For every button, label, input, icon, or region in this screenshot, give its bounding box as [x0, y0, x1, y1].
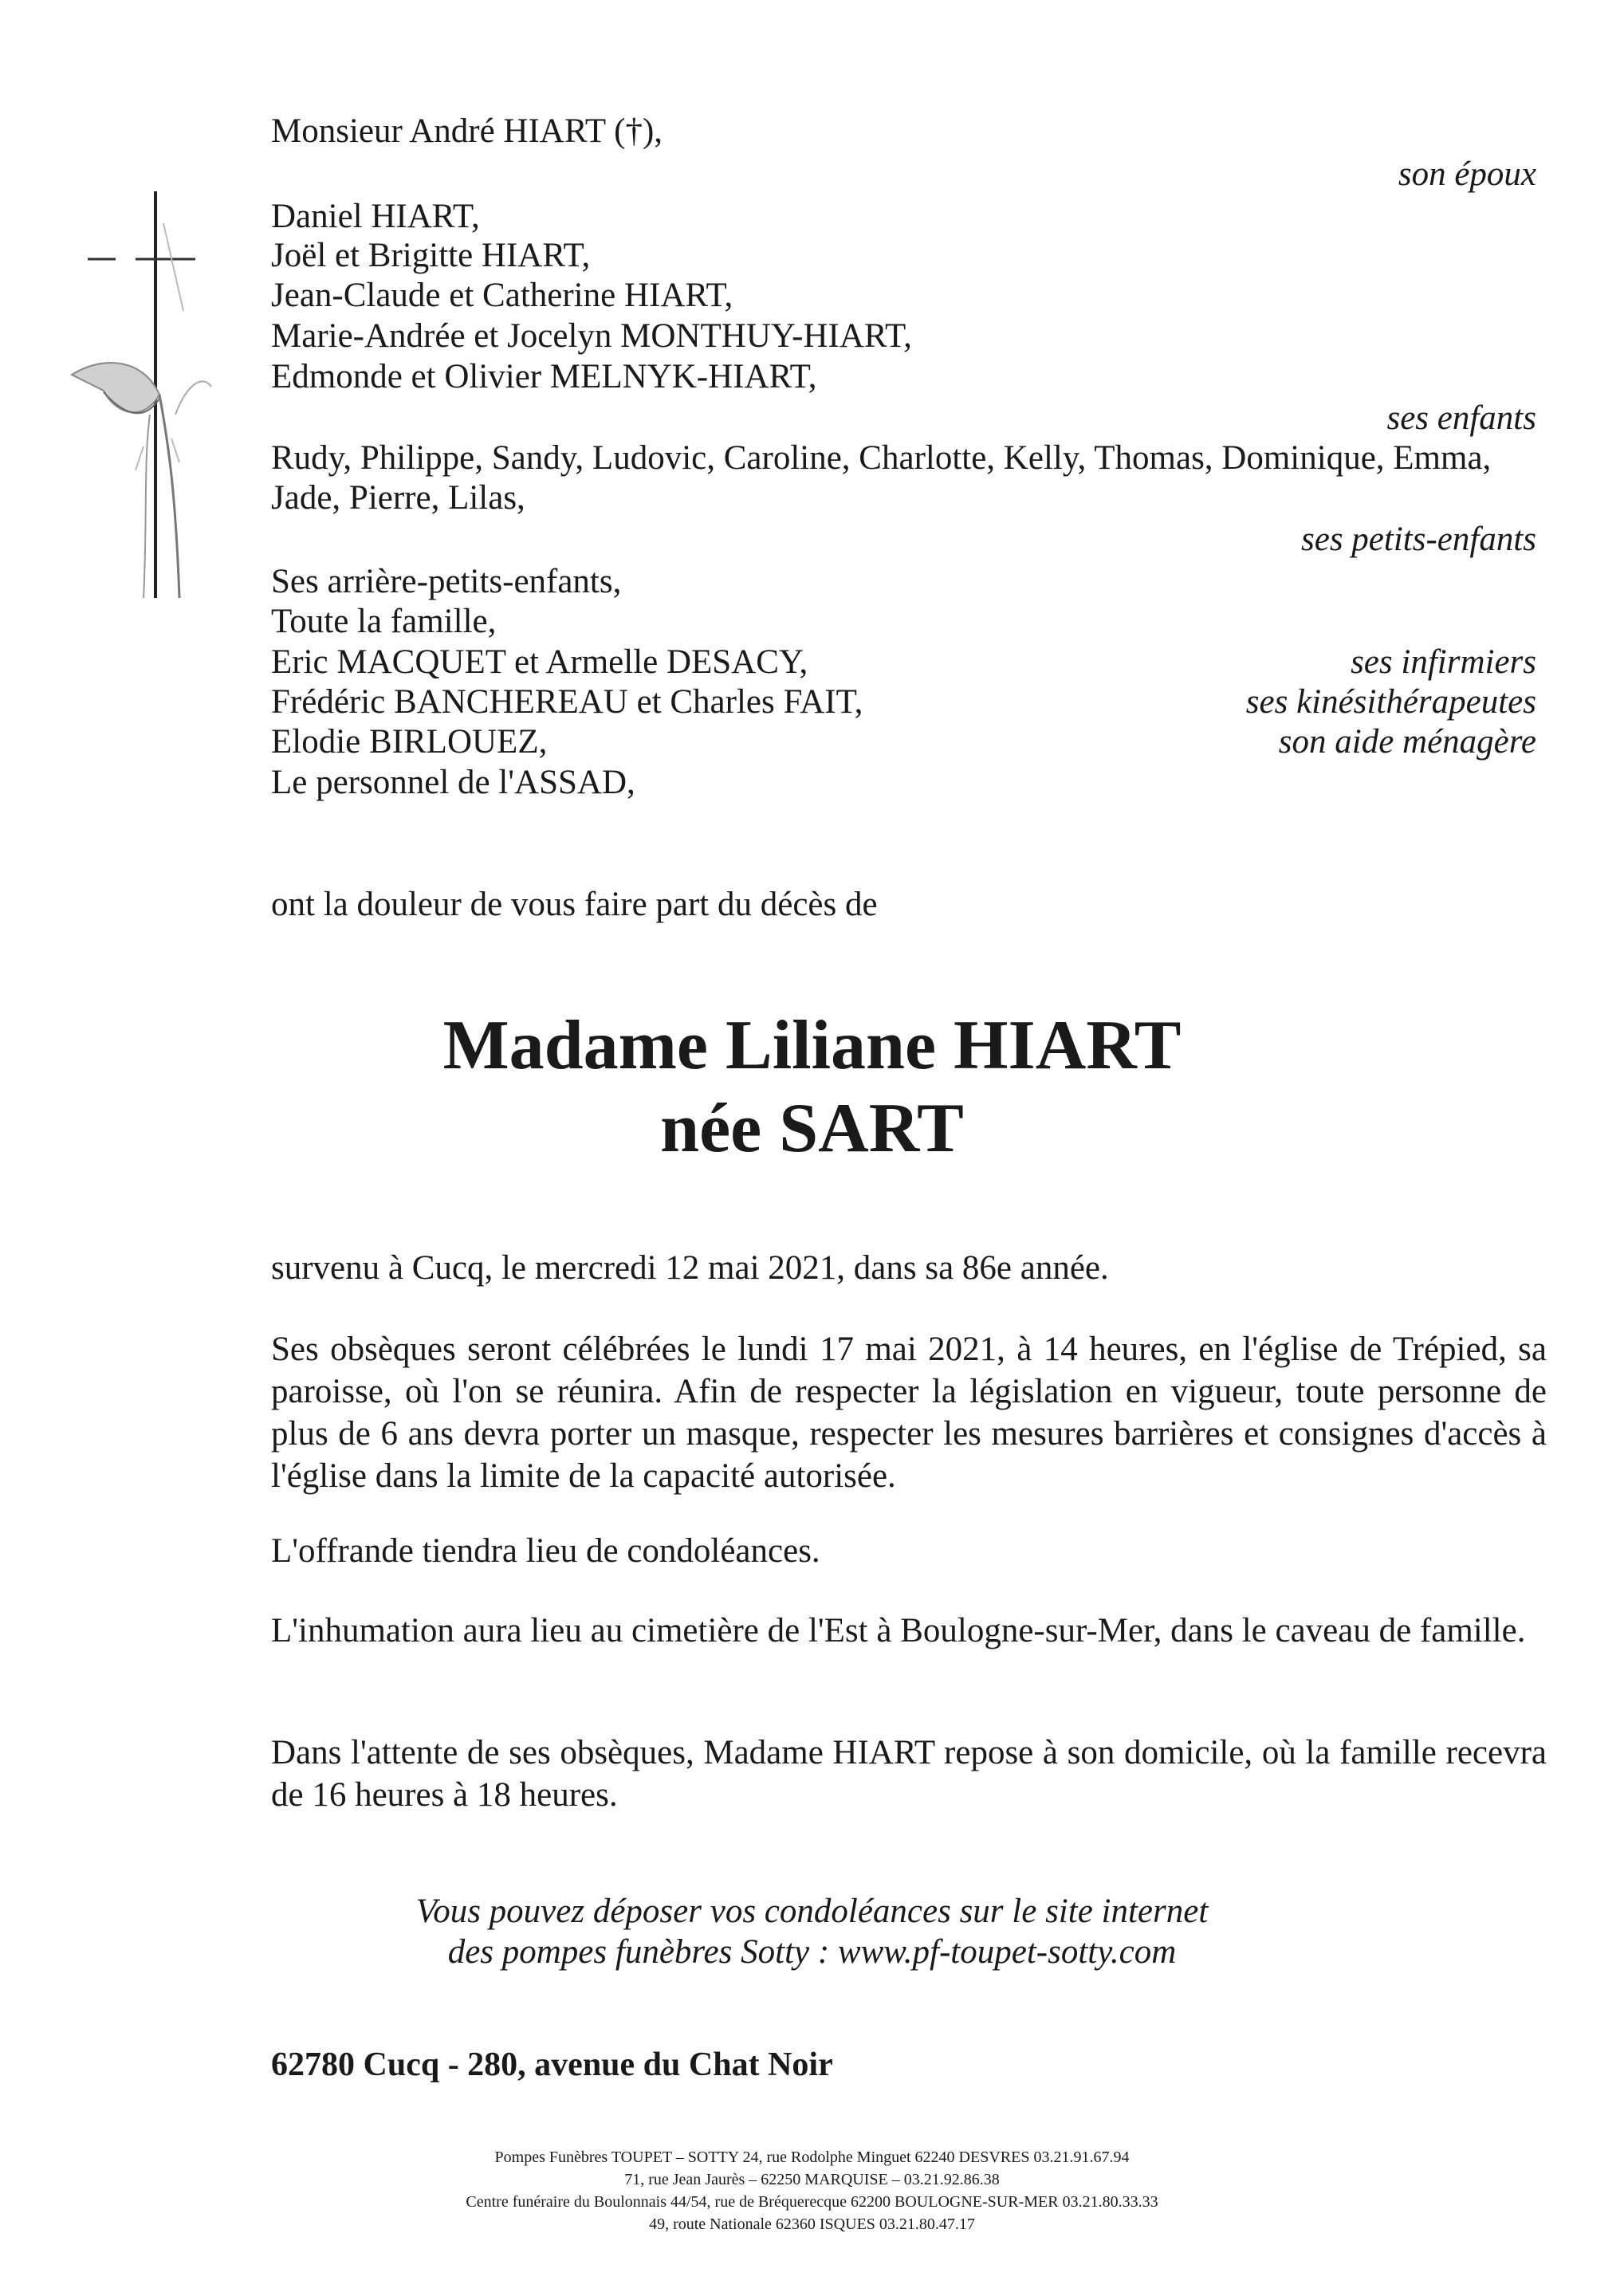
child-3: Jean-Claude et Catherine HIART,	[271, 277, 733, 314]
aide-relation: son aide ménagère	[1278, 723, 1536, 761]
physios-names: Frédéric BANCHEREAU et Charles FAIT,	[271, 683, 863, 721]
grandchildren-line-2: Jade, Pierre, Lilas,	[271, 479, 525, 517]
footer-line-3: Centre funéraire du Boulonnais 44/54, rue de Bréquerecque 62200 BOULOGNE-SUR-MER 03.21.80.33.33	[466, 2193, 1158, 2211]
funeral-paragraph: Ses obsèques seront célébrées le lundi 17 mai 2021, à 14 heures, en l'église de Trépied, sa paroisse, où l'on se réunira. Afin de respecter la législation en vigueur, toute personne de plus de 6 ans devra porter un masque, respecter les mesures barrières et consignes d'accès à l'église dans la limite de la capacité autorisée.	[271, 1331, 1547, 1495]
child-1: Daniel HIART,	[271, 198, 480, 235]
death-info: survenu à Cucq, le mercredi 12 mai 2021, dans sa 86e année.	[271, 1249, 1109, 1287]
deceased-name: Madame Liliane HIART	[442, 1007, 1182, 1084]
announcement: ont la douleur de vous faire part du décès de	[271, 886, 878, 923]
great-grandchildren: Ses arrière-petits-enfants,	[271, 563, 622, 600]
offering-paragraph: L'offrande tiendra lieu de condoléances.	[271, 1532, 820, 1570]
aide-name: Elodie BIRLOUEZ,	[271, 723, 548, 761]
condolences-line-2: des pompes funèbres Sotty : www.pf-toupet-sotty.com	[447, 1933, 1177, 1971]
spouse-relation: son époux	[1398, 155, 1536, 193]
children-relation: ses enfants	[1386, 399, 1536, 437]
spouse-name: Monsieur André HIART (†),	[271, 112, 663, 150]
child-5: Edmonde et Olivier MELNYK-HIART,	[271, 358, 817, 395]
physios-relation: ses kinésithérapeutes	[1245, 683, 1536, 721]
child-4: Marie-Andrée et Jocelyn MONTHUY-HIART,	[271, 317, 912, 355]
whole-family: Toute la famille,	[271, 603, 497, 640]
footer-line-1: Pompes Funèbres TOUPET – SOTTY 24, rue Rodolphe Minguet 62240 DESVRES 03.21.91.67.94	[494, 2149, 1130, 2166]
grandchildren-relation: ses petits-enfants	[1301, 521, 1536, 558]
footer-line-4: 49, route Nationale 62360 ISQUES 03.21.80.47.17	[649, 2215, 975, 2233]
burial-paragraph: L'inhumation aura lieu au cimetière de l'Est à Boulogne-sur-Mer, dans le caveau de famille.	[271, 1612, 1526, 1649]
nurses-relation: ses infirmiers	[1351, 643, 1536, 681]
rest-paragraph: Dans l'attente de ses obsèques, Madame HIART repose à son domicile, où la famille recevra de 16 heures à 18 heures.	[271, 1734, 1547, 1814]
condolences-line-1: Vous pouvez déposer vos condoléances sur le site internet	[415, 1893, 1209, 1930]
nurses-names: Eric MACQUET et Armelle DESACY,	[271, 643, 808, 681]
assad-staff: Le personnel de l'ASSAD,	[271, 764, 635, 801]
footer-line-2: 71, rue Jean Jaurès – 62250 MARQUISE – 03.21.92.86.38	[624, 2171, 1000, 2188]
home-address: 62780 Cucq - 280, avenue du Chat Noir	[271, 2046, 833, 2083]
cross-lily-icon	[56, 183, 239, 614]
child-2: Joël et Brigitte HIART,	[271, 237, 591, 274]
grandchildren-line-1: Rudy, Philippe, Sandy, Ludovic, Caroline, Charlotte, Kelly, Thomas, Dominique, Emma,	[271, 439, 1492, 477]
deceased-maiden-name: née SART	[660, 1090, 964, 1167]
